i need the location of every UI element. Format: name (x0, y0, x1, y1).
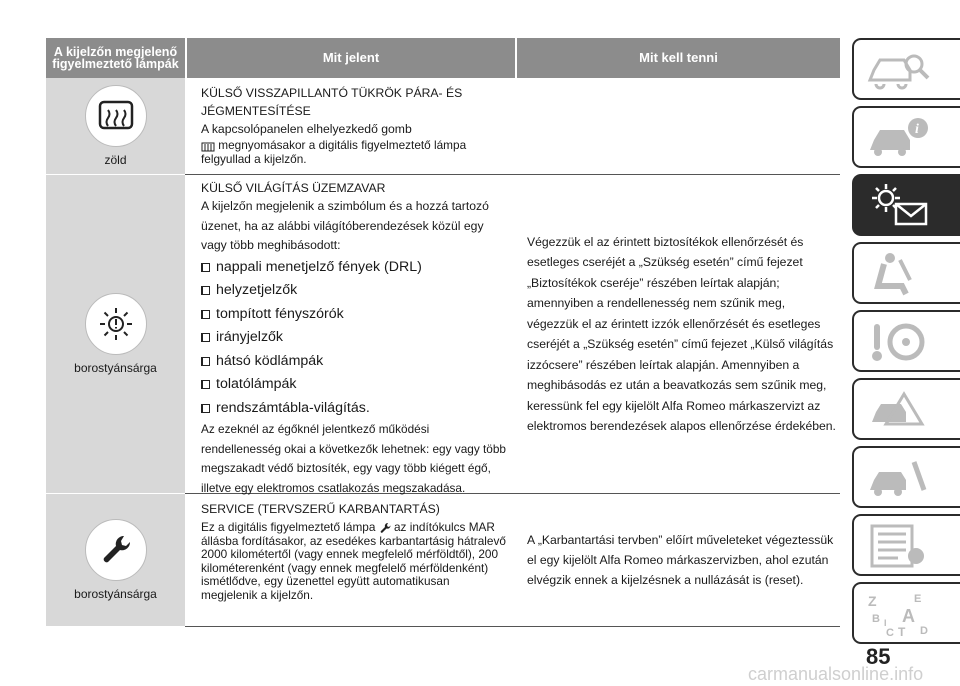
list-item: tolatólámpák (201, 373, 509, 397)
list-item: helyzetjelzők (201, 279, 509, 303)
index-letter: A (902, 606, 915, 626)
index-letter: I (884, 618, 887, 628)
tab-driving[interactable] (852, 310, 960, 372)
index-letter: T (898, 625, 906, 638)
meaning-text: A kijelzőn megjelenik a szimbólum és a hozzá tartozó üzenet, ha az alábbi világítóberendezések közül egy vagy több meghibásodott: (201, 199, 489, 252)
meaning-text-2: Az ezeknél az égőknél jelentkező működési rendellenesség okai a következők lehetnek: egy vagy több megszakadt védő biztosíték, egy vagy több kiégett égő, illetve egy elektromos csatlakozás megszakadása. (201, 422, 506, 495)
warning-title: KÜLSŐ VILÁGÍTÁS ÜZEMZAVAR (201, 181, 386, 195)
meaning-text: Ez a digitális figyelmeztető lámpa az indítókulcs MAR állásba fordításakor, az esedékes karbantartásig hátralevő 2000 kilométertől (vagy ennek megfelelő mérföldtől), 200 kilométerenként (vagy ennek megfelelő mérföldenként) ismétlődve, egy üzenettel együtt automatikusan megjelenik a kijelzőn. (201, 520, 506, 602)
tab-safety[interactable] (852, 242, 960, 304)
list-item: irányjelzők (201, 326, 509, 350)
meaning-text: A kapcsolópanelen elhelyezkedő gomb (201, 122, 412, 136)
warning-lights-icon (864, 182, 932, 230)
warning-lights-table (46, 38, 840, 627)
header-action: Mit kell tenni (517, 38, 840, 78)
header-lights: A kijelzőn megjelenő figyelmeztető lámpák (46, 38, 185, 78)
light-color-label: borostyánsárga (74, 361, 157, 375)
list-item: tompított fényszórók (201, 303, 509, 327)
wrench-small-icon (379, 522, 391, 534)
row-divider (185, 626, 840, 627)
tab-car-search[interactable] (852, 38, 960, 100)
meaning-cell (185, 175, 515, 493)
tab-index[interactable] (852, 582, 960, 644)
action-cell: Végezzük el az érintett biztosítékok ellenőrzését és esetleges cseréjét a „Szükség esetén” című fejezet „Biztosítékok cseréje” részében leírtak alapján; amennyiben a rendellenesség nem szűnik meg, végezzük el az érintett izzók ellenőrzését és esetleges cseréjét a „Szükség esetén” című fejezet „Külső világítás izzócsere” részében leírtak alapján. Amennyiben a meghibásodás ez után a beavatkozás sem szűnik meg, keressünk fel egy kijelölt Alfa Romeo márkaszervizt az elektromos berendezések alapos ellenőrzése érdekében. (527, 234, 836, 433)
warning-title: SERVICE (TERVSZERŰ KARBANTARTÁS) (201, 502, 440, 516)
meaning-cell (185, 494, 515, 626)
index-letter: B (872, 613, 880, 625)
car-info-icon (864, 114, 932, 162)
light-cell (46, 494, 185, 626)
bullet-icon (201, 333, 210, 342)
table-row (46, 175, 840, 493)
table-header (46, 38, 840, 78)
action-cell (515, 78, 840, 174)
header-meaning: Mit jelent (187, 38, 515, 78)
table-row (46, 494, 840, 626)
exterior-light-fault-icon (85, 293, 147, 355)
rear-defrost-small-icon (201, 141, 215, 151)
svg-text:i: i (915, 122, 919, 137)
index-letter: D (920, 625, 928, 637)
tab-car-info[interactable] (852, 106, 960, 168)
steering-key-icon (864, 318, 932, 366)
page-number: 85 (866, 644, 891, 669)
light-color-label: zöld (104, 153, 127, 167)
index-letter: Z (868, 593, 877, 609)
list-item: hátsó ködlámpák (201, 350, 509, 374)
bullet-icon (201, 263, 210, 272)
light-cell (46, 175, 185, 493)
meaning-text-2: megnyomásakor a digitális figyelmeztető lámpa felgyullad a kijelzőn. (201, 138, 467, 166)
list-item: rendszámtábla-világítás. (201, 397, 509, 421)
bullet-icon (201, 357, 210, 366)
warning-title: KÜLSŐ VISSZAPILLANTÓ TÜKRÖK PÁRA- ÉS JÉGMENTESÍTÉSE (201, 86, 463, 118)
bullet-icon (201, 404, 210, 413)
index-letter: E (914, 593, 922, 605)
meaning-cell (185, 78, 515, 174)
car-search-icon (864, 46, 932, 94)
watermark: carmanualsonline.info (748, 664, 924, 684)
action-cell: A „Karbantartási tervben” előírt műveleteket végeztessük el egy kijelölt Alfa Romeo márkaszervizben, ahol ezután elvégzik ennek a kijelzésnek a nullázását is (reset). (527, 533, 834, 587)
bullet-icon (201, 310, 210, 319)
rear-defrost-icon (85, 85, 147, 147)
list-item: nappali menetjelző fények (DRL) (201, 256, 509, 280)
light-cell (46, 78, 185, 174)
index-letter: C (886, 627, 894, 638)
light-color-label: borostyánsárga (74, 587, 157, 601)
tab-warning-lights[interactable] (852, 174, 960, 236)
wrench-icon (85, 519, 147, 581)
tab-specs[interactable] (852, 514, 960, 576)
bullet-icon (201, 380, 210, 389)
tab-emergency[interactable] (852, 378, 960, 440)
airbag-seat-icon (864, 250, 932, 298)
index-letters-icon (864, 590, 932, 638)
car-crash-icon (864, 386, 932, 434)
specs-list-icon (864, 522, 932, 570)
table-row (46, 78, 840, 174)
car-service-icon (864, 454, 932, 502)
bullet-icon (201, 286, 210, 295)
tab-maintenance[interactable] (852, 446, 960, 508)
